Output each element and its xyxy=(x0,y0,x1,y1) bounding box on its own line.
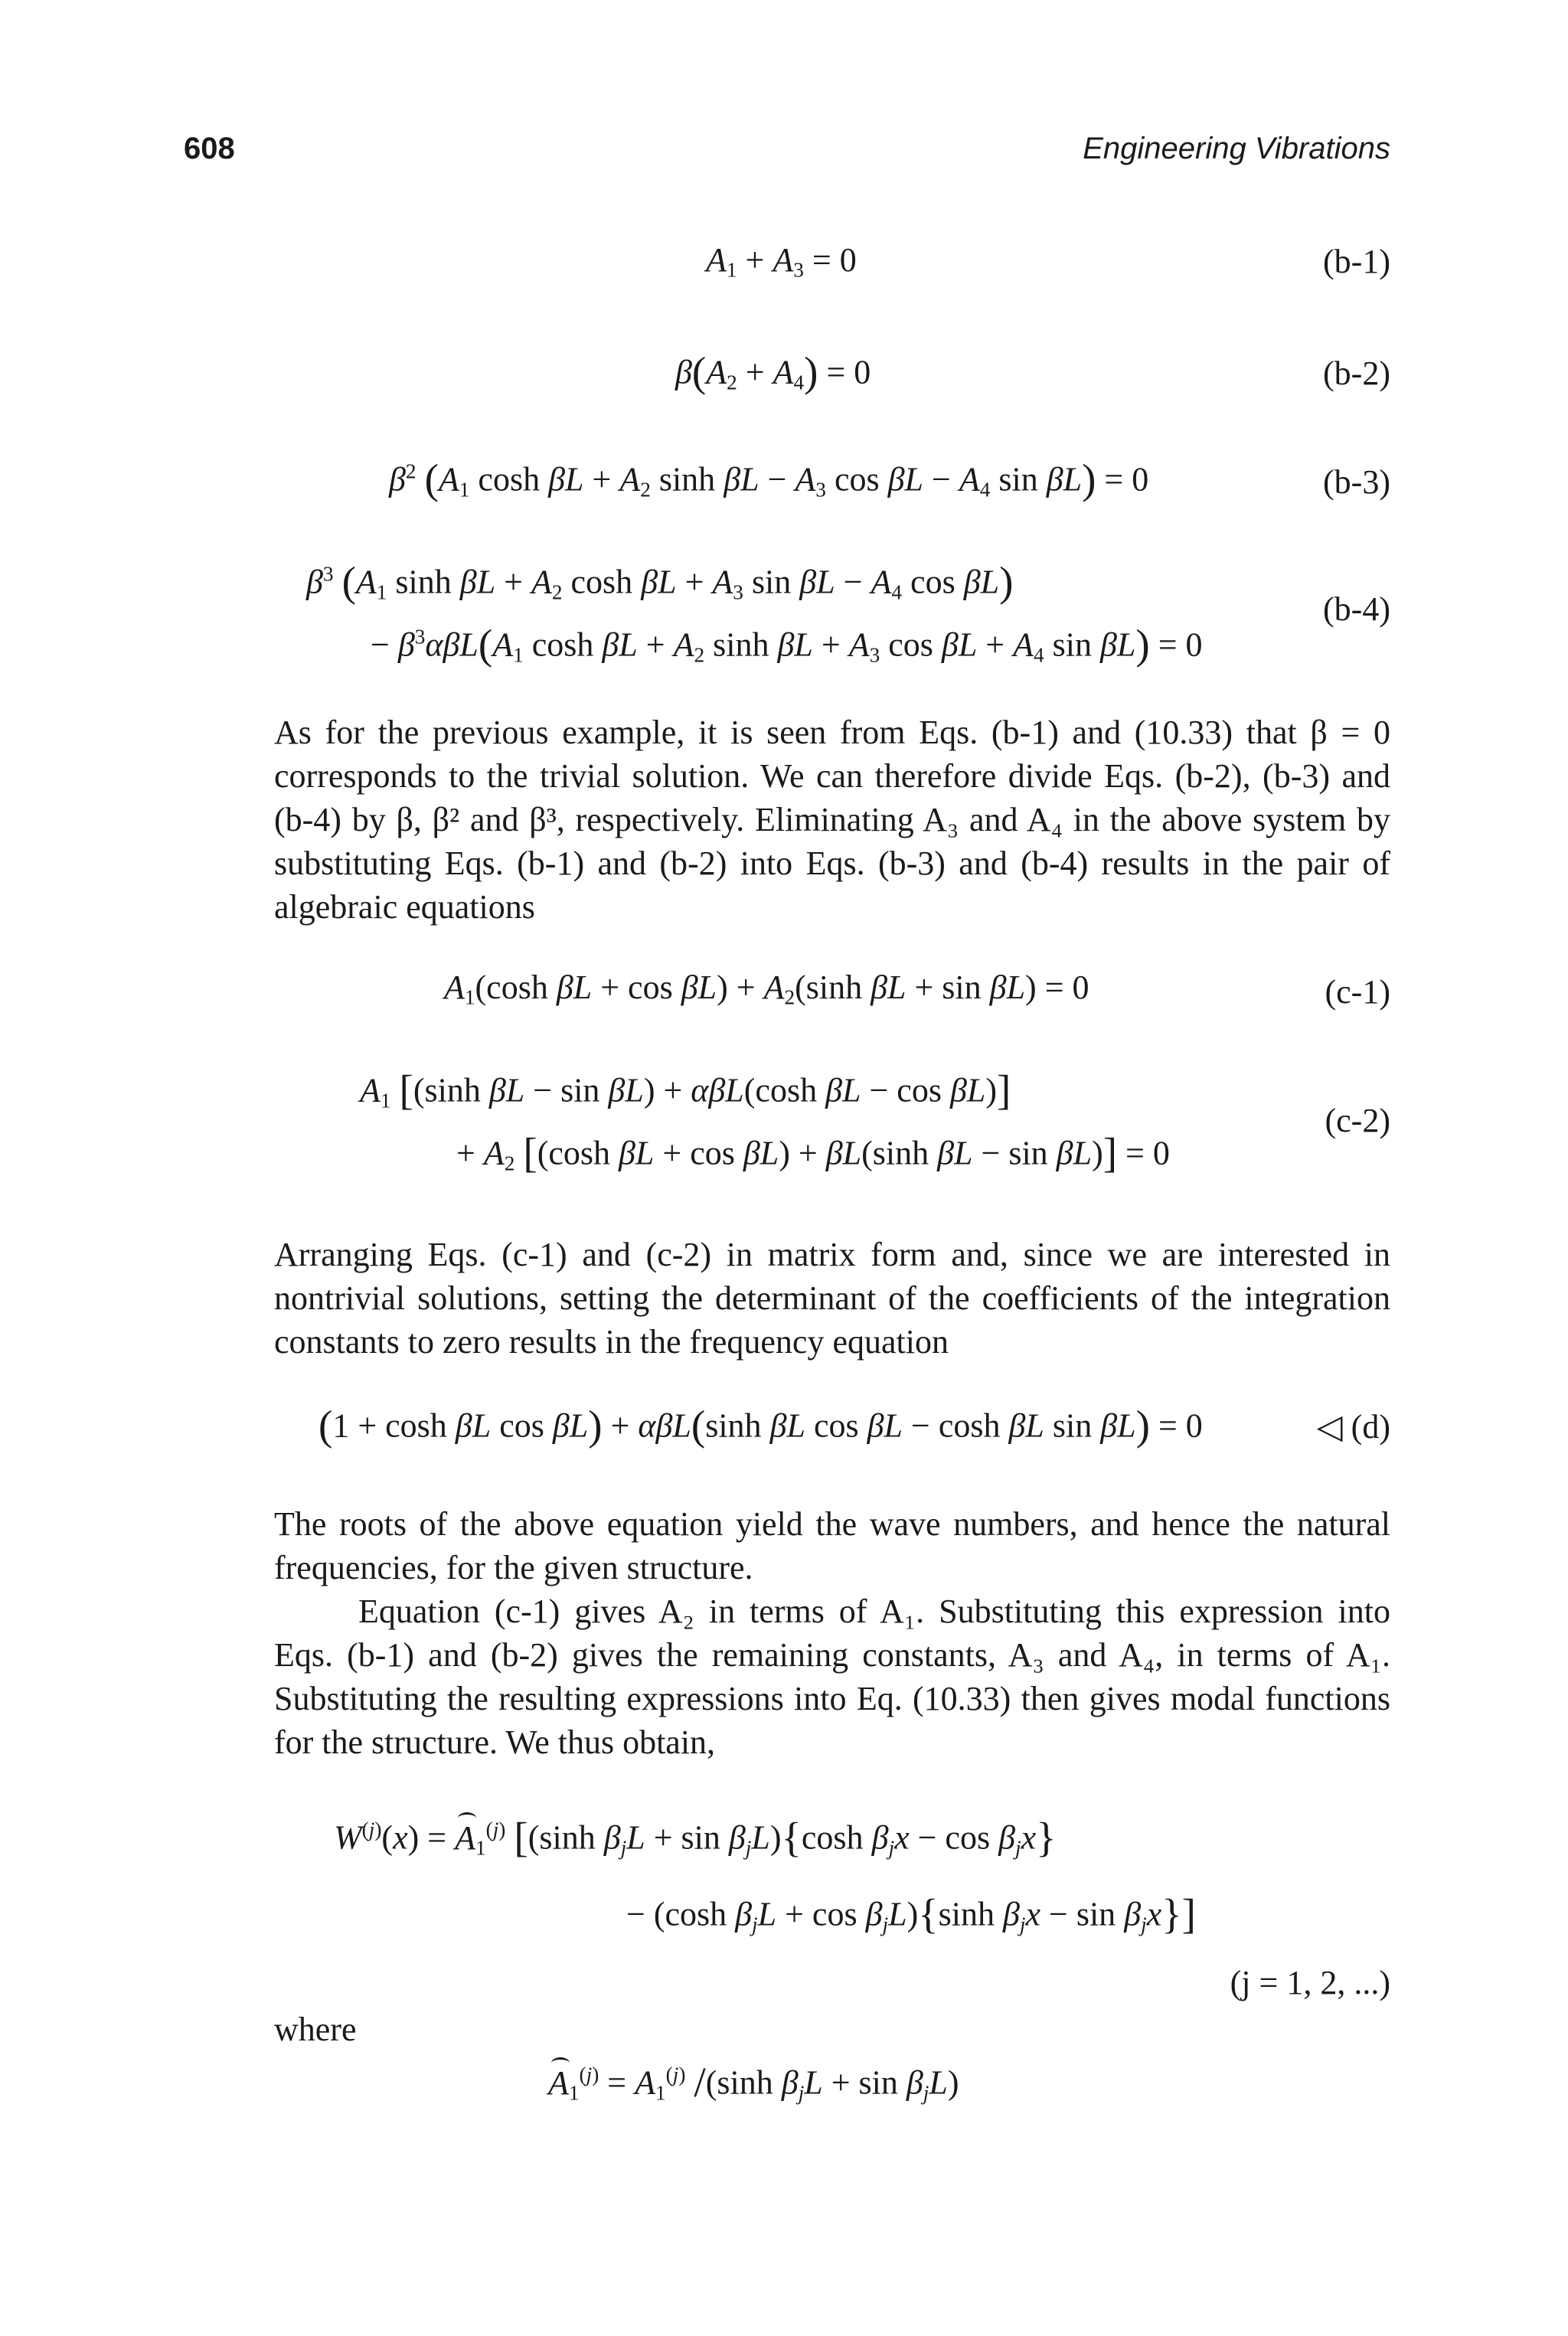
running-title: Engineering Vibrations xyxy=(1083,132,1390,165)
equation-modal-line2: − (cosh $\beta_jL + \cos \beta_jL)\{\sinh$ $\beta_jx - \sin \beta_jx$}] xyxy=(626,1890,1196,1937)
where-text: where xyxy=(274,2011,357,2048)
equation-b1: $A_1 + A_3 = 0$ xyxy=(706,241,857,282)
label-b3: (b-3) xyxy=(1323,463,1390,501)
label-c1: (c-1) xyxy=(1325,973,1390,1011)
label-d: ◁ (d) xyxy=(1316,1408,1390,1446)
equation-b4-line2: − $\beta^3\alpha\beta L(A_1$ $\cosh \beta L + A_2$ $\sinh \beta L + A_3$ $\cos \beta L + A_4$ sin βL) = 0 xyxy=(371,621,1203,668)
label-b4: (b-4) xyxy=(1323,590,1390,628)
equation-modal-line1: $W^{(j)}(x) = A_1^{(j)}$ [(sinh $\beta_jL + \sin \beta_jL)\{\cosh$ $\beta_jx - \cos \beta_jx$} xyxy=(334,1814,1057,1861)
page-number: 608 xyxy=(184,132,235,165)
equation-b4-line1: $\beta^3$ ($A_1$ $\sinh \beta L + A_2$ $\cosh \beta L + A_3$ $\sin \beta L - A_4$ cos βL) xyxy=(306,558,1014,605)
label-c2: (c-2) xyxy=(1325,1102,1390,1139)
paragraph-2 xyxy=(274,1233,1390,1364)
paragraph-2-text: Arranging Eqs. (c-1) and (c-2) in matrix form and, since we are interested in nontrivial solutions, setting the determinant of the coefficients of the integration constants to zero results in the frequency equation xyxy=(274,1236,1390,1361)
equation-b2: $\beta(A_2 + A_4) = 0$ xyxy=(675,348,871,395)
paragraph-1 xyxy=(274,711,1390,929)
equation-b3: $\beta^2$ ($A_1$ $\cosh \beta L + A_2$ $\sinh \beta L - A_3$ $\cos \beta L - A_4$ sin βL) = 0 xyxy=(389,456,1149,502)
label-j-range: (j = 1, 2, ...) xyxy=(1230,1964,1390,2001)
paragraph-3-text: The roots of the above equation yield the wave numbers, and hence the natural frequencies, for the given structure. xyxy=(274,1505,1390,1586)
paragraph-4-text: Equation (c-1) gives A₂ in terms of A₁. Substituting this expression into Eqs. (b-1) and (b-2) gives the remaining constants, A₃ and A₄, in terms of A₁. Substituting the resulting expressions into Eq. (10.33) then gives modal functions for the structure. We thus obtain, xyxy=(274,1593,1390,1761)
paragraph-1-text: As for the previous example, it is seen from Eqs. (b-1) and (10.33) that β = 0 corresponds to the trivial solution. We can therefore divide Eqs. (b-2), (b-3) and (b-4) by β, β² and β³, respectively. Eliminating A₃ and A₄ in the above system by substituting Eqs. (b-1) and (b-2) into Eqs. (b-3) and (b-4) results in the pair of algebraic equations xyxy=(274,714,1390,926)
label-b2: (b-2) xyxy=(1323,354,1390,392)
equation-c2-line2: + $A_2$ [(cosh βL + cos βL) + βL(sinh βL − sin βL)] = 0 xyxy=(456,1129,1170,1176)
equation-a-hat: $A_1^{(j)} = A_1^{(j)}$ /(sinh $\beta_jL + \sin \beta_jL$) xyxy=(548,2059,959,2106)
paragraph-3 xyxy=(274,1502,1390,1764)
equation-d: (1 + cosh βL cos βL) + αβL(sinh βL cos βL − cosh βL sin βL) = 0 xyxy=(318,1402,1203,1449)
equation-c2-line1: $A_1$ [(sinh βL − sin βL) + αβL(cosh βL − cos βL)] xyxy=(360,1067,1011,1113)
equation-c1: $A_1(\cosh$ $\beta L + \cos \beta L) + A_2(\sinh$ βL + sin βL) = 0 xyxy=(444,969,1089,1009)
label-b1: (b-1) xyxy=(1323,243,1390,280)
